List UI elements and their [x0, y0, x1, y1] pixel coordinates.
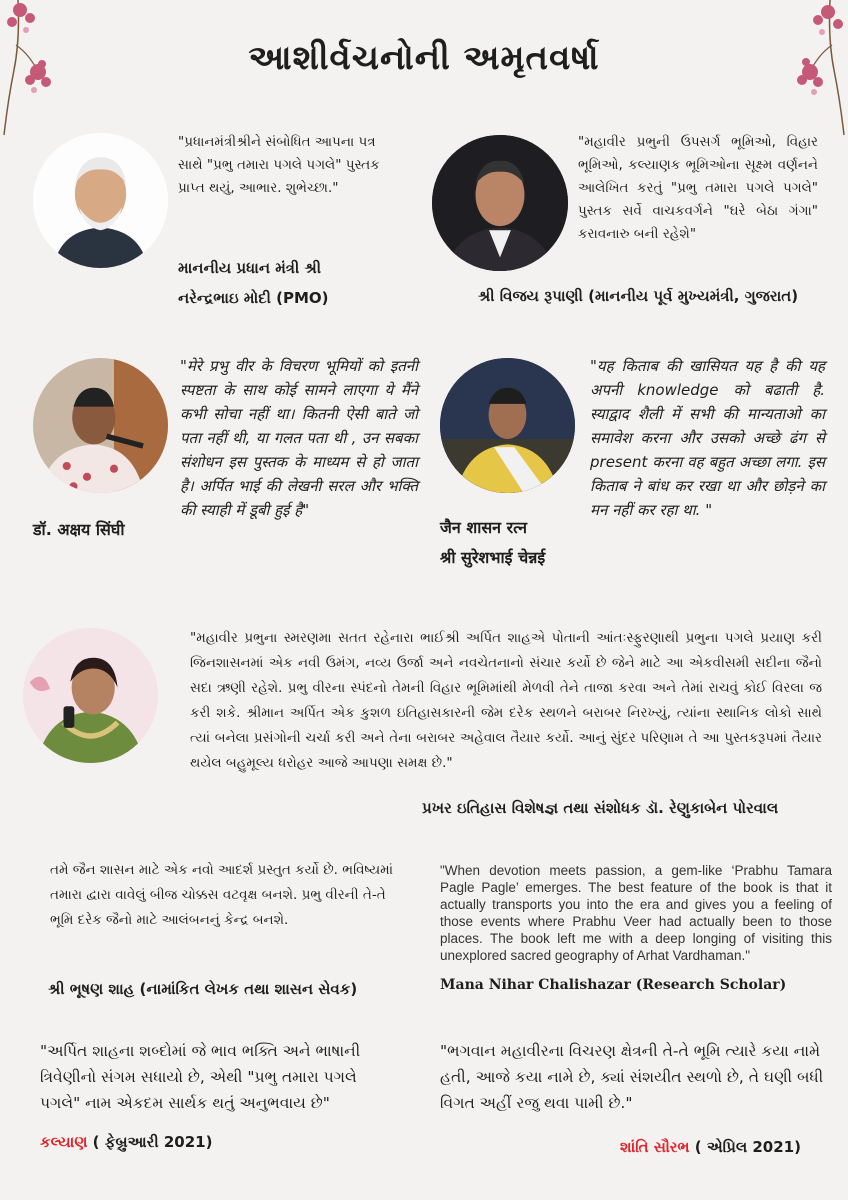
rupani-quote: "મહાવીર પ્રભુની ઉપસર્ગ ભૂમિઓ, વિહાર ભૂમિઓ, કલ્યાણક ભૂમિઓના સૂક્ષ્મ વર્ણનને આલેખિત કરતું "પ્રભુ તમારા પગલે પગલે" પુસ્તક સર્વે વાચકવર્ગને "ઘરે બેઠા ગંગા" કરાવનારુ બની રહેશે" [578, 134, 818, 242]
portrait-chennai [440, 358, 575, 493]
portrait-pm [33, 133, 168, 268]
kalyan-date: ( ફેબ્રુઆરી 2021) [87, 1133, 213, 1151]
mana-name: Mana Nihar Chalishazar (Research Scholar) [440, 977, 787, 993]
bhushan-quote: તમે જૈન શાસન માટે એક નવો આદર્શ પ્રસ્તુત કર્યો છે. ભવિષ્યમાં તમારા દ્વારા વાવેલું બીજ ચોક્કસ વટવૃક્ષ બનશે. પ્રભુ વીરની તે-તે ભૂમિ દરેક જૈનો માટે આલંબનનું કેન્દ્ર બનશે. [50, 862, 394, 928]
shanti-quote: "ભગવાન મહાવીરના વિચરણ ક્ષેત્રની તે-તે ભૂમિ ત્યારે કયા નામે હતી, આજે કયા નામે છે, ક્યાં સંશયીત સ્થળો છે, તે ઘણી બધી વિગત અહીં રજુ થવા પામી છે." [440, 1042, 824, 1112]
portrait-singhi [33, 358, 168, 493]
pm-name-line2: નરેન્દ્રભાઇ મોદી (PMO) [178, 289, 329, 307]
rupani-name: શ્રી વિજય રૂપાણી (માનનીય પૂર્વ મુખ્યમંત્રી, ગુજરાત) [478, 287, 799, 305]
bhushan-name: શ્રી ભૂષણ શાહ (નામાંકિત લેખક તથા શાસન સેવક) [48, 980, 358, 998]
pm-quote: "પ્રધાનમંત્રીશ્રીને સંબોધિત આપના પત્ર સાથે "પ્રભુ તમારા પગલે પગલે" પુસ્તક પ્રાપ્ત થયું, આભાર. શુભેચ્છા." [178, 134, 380, 196]
shanti-source-line [620, 1137, 801, 1156]
mana-quote: "When devotion meets passion, a gem-like ‘Prabhu Tamara Pagle Pagle’ emerges. The best feature of the book is that it actually transports you into the era and gives you a feeling of those events where Prabhu Veer had actually been to those places. The book left me with a deep longing of visiting this unexplored sacred geography of Arhat Vardhaman." [440, 863, 832, 963]
chennai-name-line2: श्री सुरेशभाई चेन्नई [440, 548, 546, 567]
chennai-name-line1: जैन शासन रत्न [440, 518, 527, 537]
porwal-quote: "મહાવીર પ્રભુના સ્મરણમા સતત રહેનારા ભાઈશ્રી અર્પિત શાહએ પોતાની આંતઃસ્ફુરણાથી પ્રભુના પગલે પ્રયાણ કરી જિનશાસનમાં એક નવી ઉમંગ, નવ્ય ઉર્જા અને નવચેતનાનો સંચાર કર્યો છે જેને માટે આ એકવીસમી સદીના જૈનો સદા ઋણી રહેશે. પ્રભુ વીરના સ્પંદનો તેમની વિહાર ભૂમિમાંથી મેળવી તેને તાજા કરવા અને તેમાં રાચવું કોઈ વિરલા જ કરી શકે. શ્રીમાન અર્પિત એક કુશળ ઇતિહાસકારની જેમ દરેક સ્થળને બરાબર નિરખ્યું, ત્યાંના સ્થાનિક લોકો સાથે ત્યાં બનેલા પ્રસંગોની ચર્ચા કરી અને તેના બરાબર અહેવાલ તૈયાર કર્યો. આનું સુંદર પરિણામ તે આ પુસ્તકરૂપમાં તૈયાર થયેલ બહુમૂલ્ય ધરોહર આજે આપણા સમક્ષ છે." [190, 630, 822, 771]
shanti-date: ( એપ્રિલ 2021) [689, 1138, 801, 1156]
shanti-source: શાંતિ સૌરભ [620, 1138, 690, 1156]
kalyan-source-line [40, 1132, 212, 1151]
singhi-name: डॉ. अक्षय सिंघी [33, 520, 125, 539]
portrait-rupani [432, 135, 568, 271]
singhi-quote: "मेरे प्रभु वीर के विचरण भूमियों को इतनी स्पष्टता के साथ कोई सामने लाएगा ये मैंने कभी सोचा नहीं था। कितनी ऐसी बाते जो पता नहीं थी, या गलत पता थी , उन सबका संशोधन इस पुस्तक के माध्यम से हो जाता है। अर्पित भाई की लेखनी सरल और भक्ति की स्याही में डूबी हुई है" [180, 357, 418, 519]
porwal-name: પ્રખર ઇતિહાસ વિશેષજ્ઞ તથા સંશોધક ડૉ. રેણુકાબેન પોરવાલ [422, 799, 779, 817]
kalyan-quote: "અર્પિત શાહના શબ્દોમાં જે ભાવ ભક્તિ અને ભાષાની ત્રિવેણીનો સંગમ સધાયો છે, એથી "પ્રભુ તમારા પગલે પગલે" નામ એકદમ સાર્થક થતું અનુભવાય છે" [40, 1042, 361, 1112]
kalyan-source: કલ્યાણ [40, 1133, 88, 1151]
page-title: આશીર્વચનોની અમૃતવર્ષા [248, 38, 600, 78]
pm-name-line1: માનનીય પ્રધાન મંત્રી શ્રી [178, 259, 322, 277]
portrait-porwal [23, 628, 158, 763]
chennai-quote: "यह किताब की खासियत यह है की यह अपनी knowledge को बढाती है. स्याद्वाद शैली में सभी की मान्यताओ का समावेश करना और उसको अच्छे ढंग से present करना वह बहुत अच्छा लगा. इस किताब ने बांध कर रखा था और छोड़ने का मन नहीं कर रहा था. " [590, 357, 825, 519]
